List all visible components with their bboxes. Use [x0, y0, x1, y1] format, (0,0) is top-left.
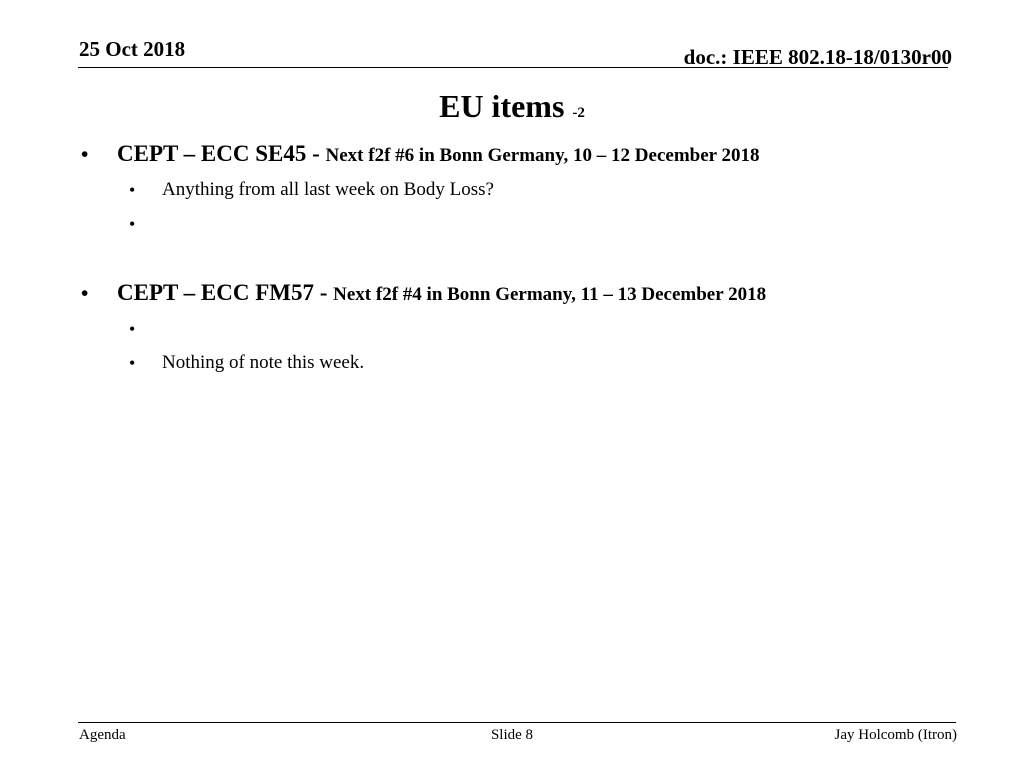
sub-bullet-item	[129, 352, 365, 374]
bullet-icon: •	[81, 142, 89, 166]
bullet-item-cept-ecc-se45	[81, 141, 760, 167]
footer-slide-number: Slide 8	[490, 727, 534, 743]
bullet-detail: Next f2f #6 in Bonn Germany, 10 – 12 December 2018	[325, 145, 760, 166]
sub-bullet-text: Anything from all last week on Body Loss?	[162, 179, 494, 200]
bullet-detail: Next f2f #4 in Bonn Germany, 11 – 13 December 2018	[333, 284, 767, 305]
slide-title-suffix: -2	[572, 105, 585, 121]
footer-divider	[78, 722, 956, 723]
header-divider	[78, 67, 948, 68]
footer-left: Agenda	[79, 727, 126, 743]
footer-author: Jay Holcomb (Itron)	[834, 727, 957, 743]
header-date: 25 Oct 2018	[79, 37, 186, 61]
bullet-icon: •	[129, 353, 136, 373]
header-doc-id: doc.: IEEE 802.18-18/0130r00	[683, 45, 952, 69]
sub-bullet-text: Nothing of note this week.	[162, 352, 365, 373]
slide-title	[0, 88, 1024, 125]
bullet-icon: •	[129, 180, 136, 200]
bullet-icon: •	[129, 214, 136, 234]
sub-bullet-item	[129, 179, 494, 201]
bullet-item-cept-ecc-fm57	[81, 280, 767, 306]
bullet-heading: CEPT – ECC FM57 -	[117, 280, 334, 305]
slide-title-main: EU items	[439, 88, 565, 124]
bullet-icon: •	[81, 281, 89, 305]
bullet-heading: CEPT – ECC SE45 -	[117, 141, 326, 166]
bullet-icon: •	[129, 319, 136, 339]
